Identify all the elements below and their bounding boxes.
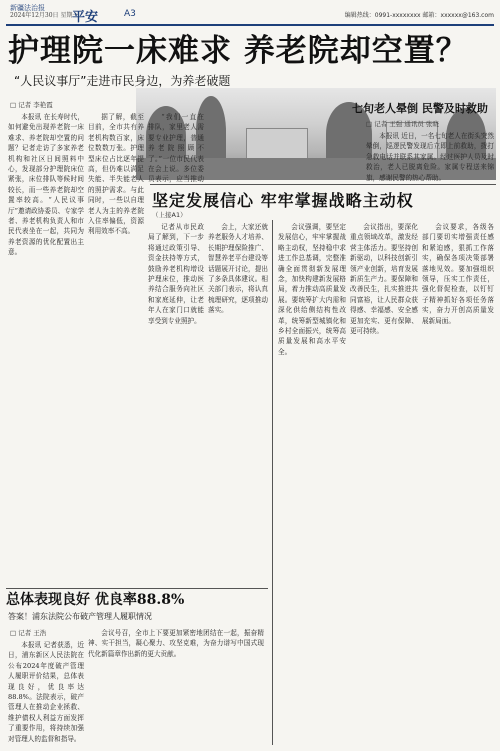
paragraph: 本报讯 在长寿时代，如何避免出现养老院一床难求、养老院却空置的问题？记者走访了多家养老机构和社区日间照料中心，发现部分护理院床位紧张，床位排队等候时间较长，而一些养老院却空置率较高。“人民议事厅”邀请政协委员、专家学者、养老机构负责人和市民代表坐在一起，共同为养老资源的优化配置出主意。 xyxy=(8,113,84,257)
page-number: A3 xyxy=(124,9,136,19)
feature-col-4 xyxy=(88,628,264,745)
lead-col-3 xyxy=(148,112,204,186)
lead-col-5 xyxy=(208,222,268,587)
feature-col-1 xyxy=(278,222,346,745)
paragraph: 本报讯 近日，一名七旬老人在街头突然晕倒，巡逻民警发现后立即上前救助，拨打急救电话并联系其家属。经过医护人员及时救治，老人已脱离危险。家属专程送来锦旗，感谢民警的热心帮助。 xyxy=(366,132,494,182)
stat-col-1 xyxy=(8,640,84,745)
masthead xyxy=(10,4,78,20)
lead-byline: □ 记者 李艳霞 xyxy=(10,101,53,109)
photo-headline: 七旬老人晕倒 民警及时救助 xyxy=(352,102,488,115)
stat-headline: 总体表现良好 优良率88.8% xyxy=(6,592,185,608)
paper-name: 新疆法治报 xyxy=(10,4,45,12)
lead-col-1 xyxy=(8,112,84,586)
lead-col-4 xyxy=(148,222,204,587)
photo-byline: □ 记者 王强 通讯员 张晓 xyxy=(366,120,439,128)
paragraph: “我们一直在排队，家里老人需要专业护理，普通养老院照顾不了。”一位市民代表在会上说。多位委员表示，应当推动 xyxy=(148,113,204,184)
divider xyxy=(6,588,268,589)
feature-col-2 xyxy=(350,222,418,745)
paragraph: 据了解，截至目前，全市共有养老机构数百家，床位数数万张。护理型床位占比逐年提高，但仍难以满足失能、半失能老人的照护需求。与此同时，一些以自理老人为主的养老院入住率偏低，资源利用效率不高。 xyxy=(88,113,144,236)
lead-subhead: “人民议事厅”走进市民身边，为养老破题 xyxy=(14,74,231,88)
paragraph: 会议号召，全市上下要更加紧密地团结在一起，振奋精神、实干担当，凝心聚力、攻坚克难，为奋力谱写中国式现代化新篇章作出新的更大贡献。 xyxy=(88,629,264,658)
paragraph: 会议要求，各级各部门要切实增强责任感和紧迫感，狠抓工作落实，确保各项决策部署落地见效。要加强组织领导，压实工作责任，强化督促检查，以钉钉子精神抓好各项任务落实，奋力开创高质量发展新局面。 xyxy=(422,223,494,325)
paragraph: 本报讯 记者获悉，近日，浦东新区人民法院在公布2024年度破产管理人履职评价结果，总体表现良好，优良率达88.8%。法院表示，破产管理人在推动企业拯救、维护债权人利益方面发挥了重要作用，将持续加强对管理人的监督和指导。 xyxy=(8,641,84,743)
editor-hotline: 编辑热线：0991-xxxxxxxx 邮箱：xxxxxx@163.com xyxy=(344,12,494,19)
issue-date: 2024年12月30日 星期一 xyxy=(10,12,79,19)
paragraph: 会上，大家还就养老服务人才培养、长期护理保险推广、智慧养老平台建设等话题展开讨论，提出了多条具体建议。相关部门表示，将认真梳理研究，逐项推动落实。 xyxy=(208,223,268,315)
column-rule xyxy=(272,220,273,745)
stat-byline: □ 记者 王浩 xyxy=(10,629,47,637)
stat-subhead: 答案！浦东法院公布破产管理人履职情况 xyxy=(8,612,152,621)
lead-headline: 护理院一床难求 养老院却空置？ xyxy=(8,33,468,69)
feature-byline: （上接A1） xyxy=(152,211,187,219)
paragraph: 会议指出，要深化重点领域改革，激发经营主体活力。要坚持创新驱动，以科技创新引领产业创新，培育发展新质生产力。要保障和改善民生，扎实推进共同富裕，让人民群众获得感、幸福感、安全感更加充实、更有保障、更可持续。 xyxy=(350,223,418,336)
feature-headline: 坚定发展信心 牢牢掌握战略主动权 xyxy=(152,191,414,210)
paragraph: 记者从市民政局了解到，下一步将通过政策引导、资金扶持等方式，鼓励养老机构增设护理床位，推动医养结合服务向社区和家庭延伸，让老年人在家门口就能享受到专业照护。 xyxy=(148,223,204,325)
feature-col-3 xyxy=(422,222,494,745)
section-name: 平安 xyxy=(72,10,99,25)
divider xyxy=(150,184,496,185)
photo-text xyxy=(366,131,494,185)
page-header xyxy=(6,4,494,26)
paragraph: 会议强调，要坚定发展信心，牢牢掌握战略主动权，坚持稳中求进工作总基调，完整准确全面贯彻新发展理念，加快构建新发展格局，着力推动高质量发展。要统筹扩大内需和深化供给侧结构性改革，统筹新型城镇化和乡村全面振兴，统筹高质量发展和高水平安全。 xyxy=(278,223,346,356)
lead-col-2 xyxy=(88,112,144,586)
